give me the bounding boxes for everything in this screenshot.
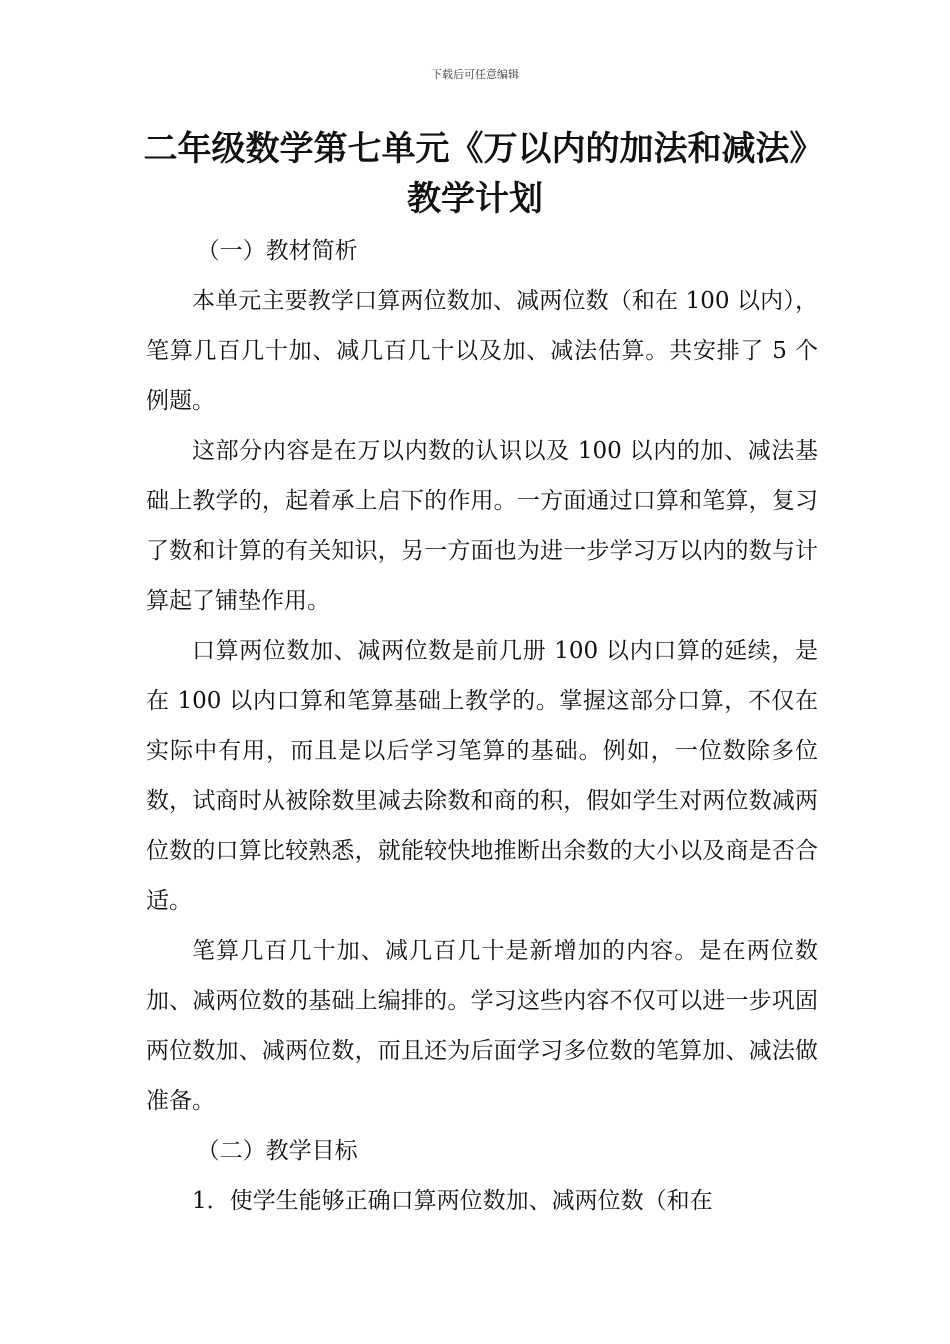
paragraph-oral-calculation: 口算两位数加、减两位数是前几册 100 以内口算的延续，是在 100 以内口算和笔算基础上教学的。掌握这部分口算，不仅在实际中有用，而且是以后学习笔算的基础。例如，一位数除多位数，试商时从被除数里减去除数和商的积，假如学生对两位数减两位数的口算比较熟悉，就能较快地推断出余数的大小以及商是否合适。 (146, 638, 818, 914)
section-heading-goals: （二）教学目标 (196, 1138, 358, 1164)
document-title: 二年级数学第七单元《万以内的加法和减法》教学计划 (143, 129, 807, 219)
document-body (146, 226, 818, 1226)
paragraph-content-position: 这部分内容是在万以内数的认识以及 100 以内的加、减法基础上教学的，起着承上启下的作用。一方面通过口算和笔算，复习了数和计算的有关知识，另一方面也为进一步学习万以内的数与计算起了铺垫作用。 (146, 438, 818, 614)
paragraph-unit-overview: 本单元主要教学口算两位数加、减两位数（和在 100 以内），笔算几百几十加、减几百几十以及加、减法估算。共安排了 5 个例题。 (146, 288, 818, 414)
paragraph-written-calculation: 笔算几百几十加、减几百几十是新增加的内容。是在两位数加、减两位数的基础上编排的。学习这些内容不仅可以进一步巩固两位数加、减两位数，而且还为后面学习多位数的笔算加、减法做准备。 (146, 938, 818, 1114)
paragraph-goal-1: 1．使学生能够正确口算两位数加、减两位数（和在 (192, 1188, 713, 1214)
header-note: 下载后可任意编辑 (431, 68, 519, 81)
section-heading-materials: （一）教材简析 (196, 238, 358, 264)
